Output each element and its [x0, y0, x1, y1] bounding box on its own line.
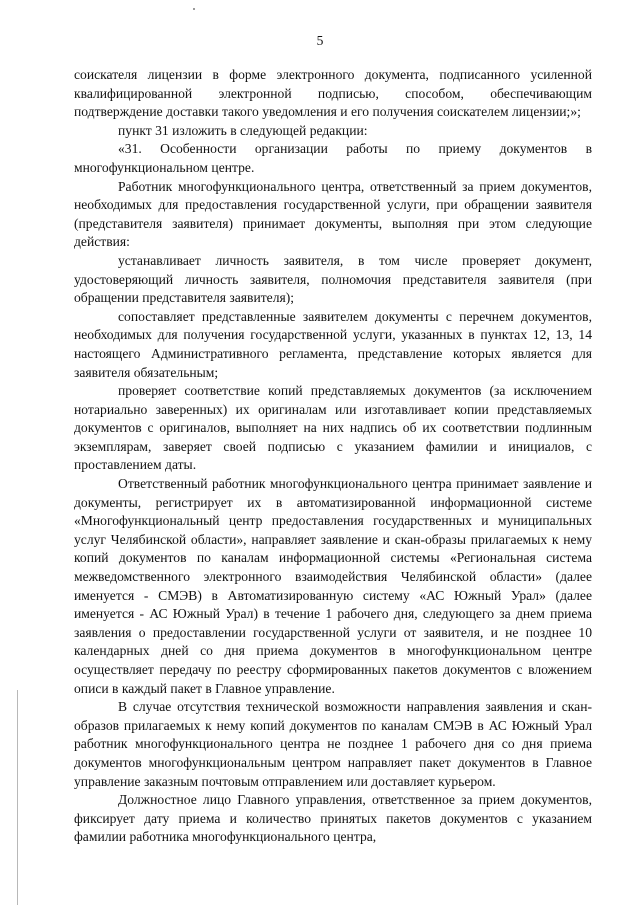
scan-artifact	[193, 8, 195, 10]
paragraph: проверяет соответствие копий представляемых документов (за исключением нотариально заверенных) их оригиналам или изготавливает копии представляемых документов с оригиналов, выполняет на них надпись об их соответствии подлинным экземплярам, заверяет своей подписью с указанием фамилии и инициалов, с проставлением даты.	[74, 383, 592, 473]
document-body	[74, 66, 592, 847]
page-number: 5	[316, 33, 324, 48]
paragraph: «31. Особенности организации работы по приему документов в многофункциональном центре.	[74, 141, 592, 175]
paragraph: Работник многофункционального центра, ответственный за прием документов, необходимых для предоставления государственной услуги, при обращении заявителя (представителя заявителя) принимает документы, выполняя при этом следующие действия:	[74, 178, 592, 250]
paragraph: В случае отсутствия технической возможности направления заявления и скан-образов прилагаемых к нему копий документов по каналам СМЭВ в АС Южный Урал работник многофункционального центра не позднее 1 рабочего дня со дня приема документов многофункциональным центром направляет пакет документов в Главное управление заказным почтовым отправлением или доставляет курьером.	[74, 699, 592, 789]
scan-edge-line	[17, 690, 18, 905]
paragraph: сопоставляет представленные заявителем документы с перечнем документов, необходимых для получения государственной услуги, указанных в пунктах 12, 13, 14 настоящего Административного регламента, представление которых является для заявителя обязательным;	[74, 308, 592, 380]
paragraph: Ответственный работник многофункционального центра принимает заявление и документы, регистрирует их в автоматизированной информационной системе «Многофункциональный центр предоставления государственных и муниципальных услуг Челябинской области», направляет заявление и скан-образы прилагаемых к нему копий документов по каналам информационной системы «Региональная система межведомственного электронного взаимодействия Челябинской области» (далее именуется - СМЭВ) в Автоматизированную систему «АС Южный Урал» (далее именуется - АС Южный Урал) в течение 1 рабочего дня, следующего за днем приема заявления о предоставлении государственной услуги от заявителя, и не позднее 10 календарных дней со дня приема документов в многофункциональном центре осуществляет передачу по реестру сформированных пакетов документов с вложением описи в каждый пакет в Главное управление.	[74, 476, 592, 696]
paragraph: устанавливает личность заявителя, в том числе проверяет документ, удостоверяющий личность заявителя, полномочия представителя заявителя (при обращении представителя заявителя);	[74, 252, 592, 306]
paragraph: пункт 31 изложить в следующей редакции:	[118, 122, 368, 138]
paragraph: Должностное лицо Главного управления, ответственное за прием документов, фиксирует дату приема и количество принятых пакетов документов с указанием фамилии работника многофункционального центра,	[74, 792, 592, 845]
paragraph: соискателя лицензии в форме электронного документа, подписанного усиленной квалифицированной электронной подписью, способом, обеспечивающим подтверждение доставки такого уведомления и его получения соискателем лицензии;»;	[74, 67, 592, 120]
